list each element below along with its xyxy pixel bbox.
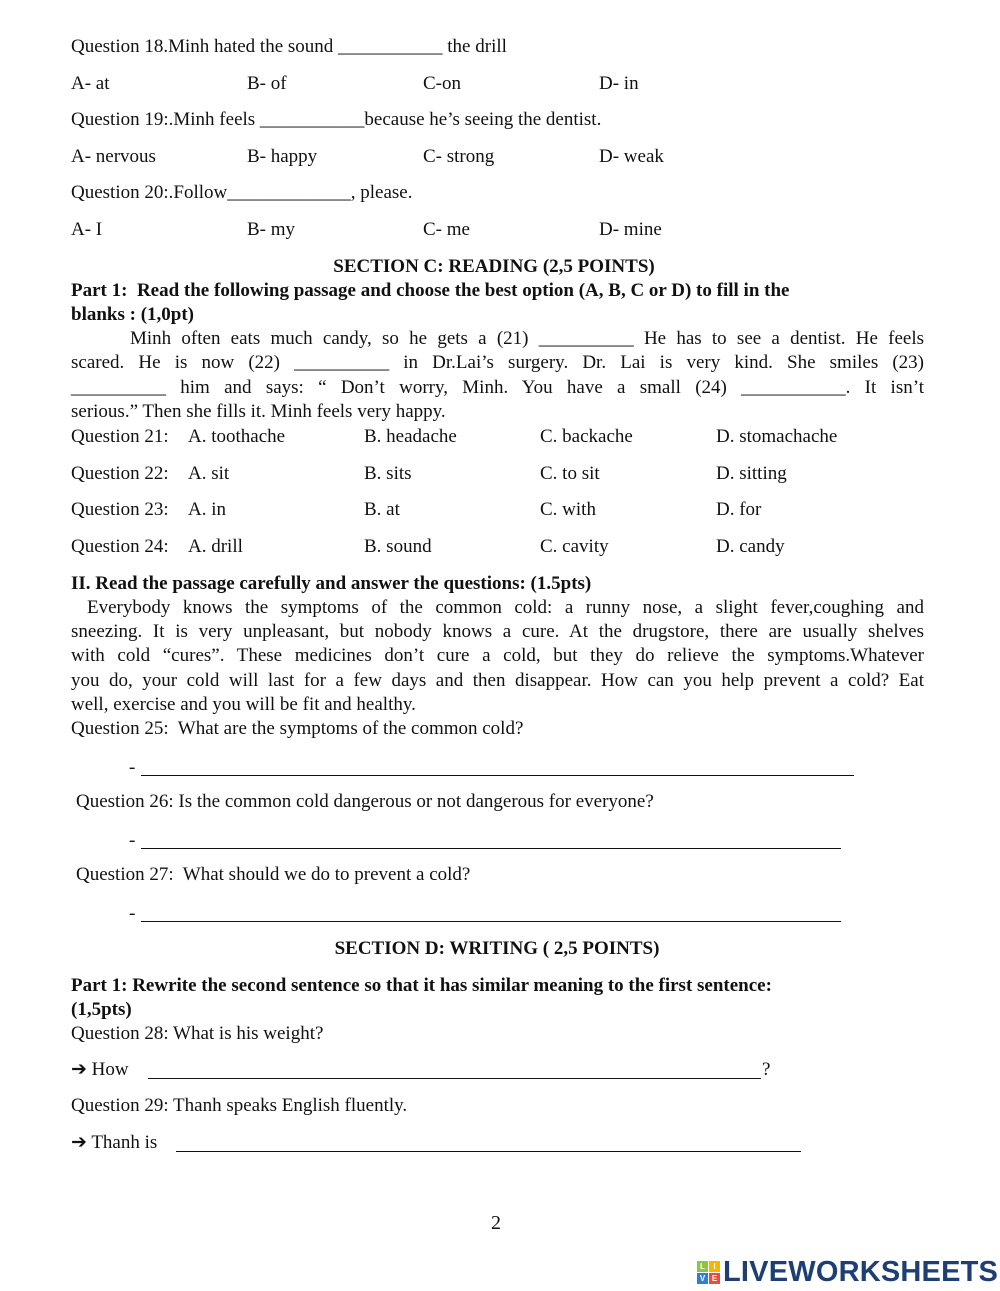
option-a: A. toothache: [188, 426, 286, 447]
question-28: Question 28: What is his weight?: [71, 1023, 324, 1044]
passage-line: serious.” Then she fills it. Minh feels very happy.: [71, 401, 446, 422]
q28-prompt: ➔ How: [71, 1059, 129, 1080]
question-18: Question 18.Minh hated the sound ___________ the drill: [71, 36, 507, 57]
option-c: C- me: [423, 219, 470, 240]
logo-cube: V: [697, 1273, 708, 1284]
option-d: D. candy: [716, 536, 785, 557]
logo-cube: I: [709, 1261, 720, 1272]
option-d: D. for: [716, 499, 762, 520]
option-b: B- happy: [247, 146, 318, 167]
writing-instruction: Part 1: Rewrite the second sentence so that it has similar meaning to the first sentence:: [71, 975, 772, 996]
option-c: C-on: [423, 73, 461, 94]
option-b: B. sits: [364, 463, 412, 484]
answer-28-field[interactable]: [148, 1059, 761, 1081]
option-b: B. sound: [364, 536, 432, 557]
option-a: A. in: [188, 499, 226, 520]
option-a: A- at: [71, 73, 110, 94]
answer-29-field[interactable]: [176, 1132, 801, 1154]
answer-dash: -: [129, 830, 136, 851]
question-29: Question 29: Thanh speaks English fluently.: [71, 1095, 408, 1116]
question-25: Question 25: What are the symptoms of the common cold?: [71, 718, 524, 739]
question-22: Question 22:: [71, 463, 169, 484]
option-d: D. sitting: [716, 463, 787, 484]
part1-instruction-cont: blanks : (1,0pt): [71, 304, 194, 325]
question-21: Question 21:: [71, 426, 169, 447]
question-27: Question 27: What should we do to prevent a cold?: [76, 864, 471, 885]
answer-dash: -: [129, 903, 136, 924]
answer-26-field[interactable]: [129, 830, 841, 852]
q29-prompt: ➔ Thanh is: [71, 1132, 158, 1153]
part1-instruction: Part 1: Read the following passage and choose the best option (A, B, C or D) to fill in the: [71, 280, 790, 301]
passage-line: __________ him and says: “ Don’t worry, Minh. You have a small (24) ___________. It isn’t: [71, 377, 924, 398]
logo-cubes-icon: [697, 1261, 720, 1284]
option-d: D- weak: [599, 146, 664, 167]
passage-line: Minh often eats much candy, so he gets a (21) __________ He has to see a dentist. He feels: [130, 328, 924, 349]
option-c: C. to sit: [540, 463, 600, 484]
passage2-line: sneezing. It is very unpleasant, but nobody knows a cure. At the drugstore, there are usually shelves: [71, 621, 924, 642]
answer-line: [141, 921, 841, 922]
option-a: A- I: [71, 219, 103, 240]
answer-line: [176, 1151, 801, 1152]
q28-question-mark: ?: [762, 1059, 771, 1080]
question-20: Question 20:.Follow_____________, please.: [71, 182, 413, 203]
option-b: B- my: [247, 219, 296, 240]
section-c-title: SECTION C: READING (2,5 POINTS): [333, 256, 655, 277]
part2-instruction: II. Read the passage carefully and answer the questions: (1.5pts): [71, 573, 592, 594]
liveworksheets-logo: [697, 1256, 998, 1289]
answer-line: [141, 848, 841, 849]
option-a: A. sit: [188, 463, 230, 484]
answer-dash: -: [129, 757, 136, 778]
option-a: A- nervous: [71, 146, 156, 167]
page-number: 2: [491, 1212, 501, 1234]
question-24: Question 24:: [71, 536, 169, 557]
option-c: C. cavity: [540, 536, 609, 557]
logo-cube: L: [697, 1261, 708, 1272]
answer-line: [148, 1078, 761, 1079]
option-b: B- of: [247, 73, 287, 94]
option-d: D. stomachache: [716, 426, 838, 447]
passage2-line: Everybody knows the symptoms of the common cold: a runny nose, a slight fever,coughing and: [87, 597, 924, 618]
option-a: A. drill: [188, 536, 243, 557]
question-19: Question 19:.Minh feels ___________because he’s seeing the dentist.: [71, 109, 602, 130]
logo-cube: E: [709, 1273, 720, 1284]
passage-line: scared. He is now (22) __________ in Dr.Lai’s surgery. Dr. Lai is very kind. She smiles (23): [71, 352, 924, 373]
passage2-line: well, exercise and you will be fit and healthy.: [71, 694, 416, 715]
question-23: Question 23:: [71, 499, 169, 520]
question-26: Question 26: Is the common cold dangerous or not dangerous for everyone?: [76, 791, 654, 812]
option-c: C- strong: [423, 146, 495, 167]
answer-25-field[interactable]: [129, 757, 854, 779]
option-c: C. backache: [540, 426, 633, 447]
section-d-title: SECTION D: WRITING ( 2,5 POINTS): [334, 938, 660, 959]
writing-instruction-cont: (1,5pts): [71, 999, 132, 1020]
passage2-line: you do, your cold will last for a few days and then disappear. How can you help prevent a cold? Eat: [71, 670, 924, 691]
answer-27-field[interactable]: [129, 903, 841, 925]
option-d: D- in: [599, 73, 639, 94]
option-b: B. at: [364, 499, 400, 520]
option-c: C. with: [540, 499, 596, 520]
answer-line: [141, 775, 854, 776]
logo-text: LIVEWORKSHEETS: [723, 1256, 999, 1288]
option-b: B. headache: [364, 426, 457, 447]
passage2-line: with cold “cures”. These medicines don’t cure a cold, but they do relieve the symptoms.Whatever: [71, 645, 924, 666]
option-d: D- mine: [599, 219, 662, 240]
